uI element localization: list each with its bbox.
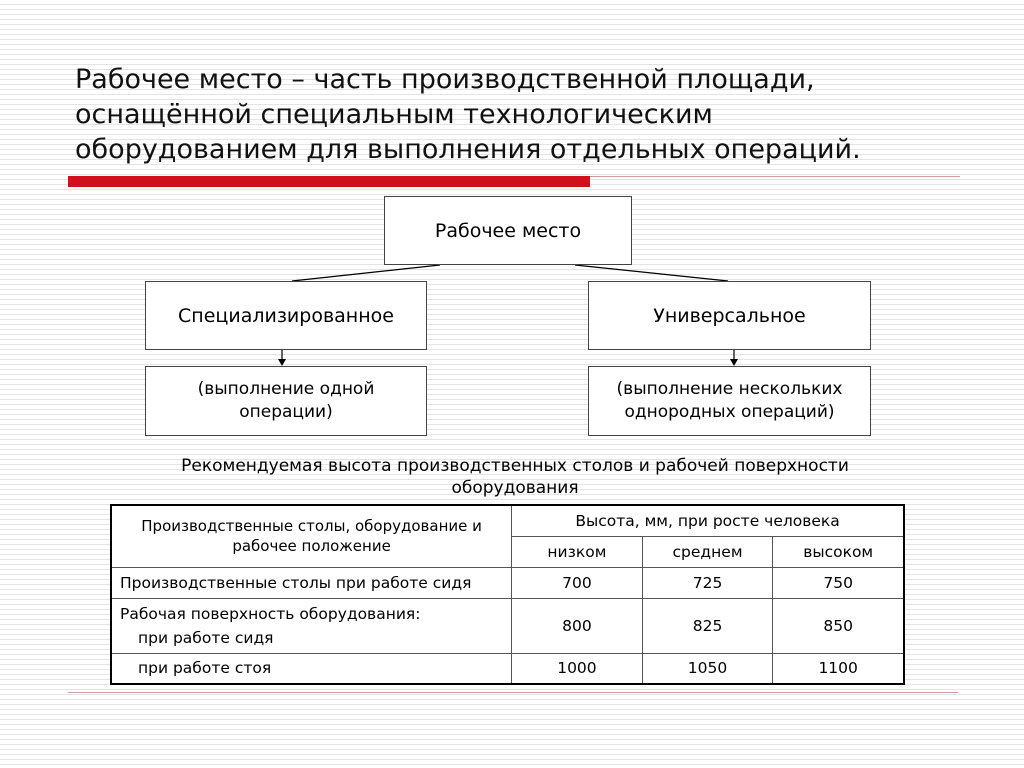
diagram-left-desc: (выполнение одной операции) bbox=[197, 379, 375, 422]
table-row-label-line1: Рабочая поверхность оборудования: bbox=[120, 604, 421, 623]
table-cell: 850 bbox=[773, 598, 904, 653]
table-row bbox=[111, 567, 904, 598]
table-cell: 1100 bbox=[773, 653, 904, 684]
table-cell: 750 bbox=[773, 567, 904, 598]
table-col-low: низком bbox=[512, 536, 643, 567]
table-row bbox=[111, 598, 904, 653]
table-header-group: Высота, мм, при росте человека bbox=[512, 505, 904, 536]
diagram-right-box bbox=[588, 281, 871, 350]
heights-table bbox=[110, 504, 905, 685]
diagram-left-label: Специализированное bbox=[178, 304, 394, 327]
title-line-1: Рабочее место – часть производственной площади, bbox=[75, 64, 815, 95]
connector-root-right bbox=[575, 265, 728, 281]
table-row bbox=[111, 653, 904, 684]
table-cell: 725 bbox=[642, 567, 773, 598]
table-cell: 1050 bbox=[642, 653, 773, 684]
bottom-divider-line bbox=[68, 692, 958, 693]
table-row-label bbox=[111, 653, 512, 684]
table-row-label-text: при работе стоя bbox=[138, 659, 272, 678]
right-arrow-icon bbox=[730, 359, 738, 366]
diagram-right-desc: (выполнение нескольких однородных операций) bbox=[616, 379, 843, 422]
diagram-right-label: Универсальное bbox=[653, 304, 806, 327]
table-cell: 1000 bbox=[512, 653, 643, 684]
table-header-row bbox=[111, 505, 904, 536]
table-col-mid: среднем bbox=[642, 536, 773, 567]
table-cell: 700 bbox=[512, 567, 643, 598]
diagram-left-box bbox=[145, 281, 427, 350]
diagram-root-box bbox=[384, 196, 632, 265]
connector-root-left bbox=[292, 265, 440, 281]
table-row-label-line2: при работе сидя bbox=[138, 628, 274, 647]
diagram-right-desc-box bbox=[588, 366, 871, 436]
table-row-label: Производственные столы при работе сидя bbox=[111, 567, 512, 598]
table-col-high: высоком bbox=[773, 536, 904, 567]
left-arrow-icon bbox=[278, 359, 286, 366]
title-line-2: оснащённой специальным технологическим bbox=[75, 99, 713, 130]
table-caption: Рекомендуемая высота производственных столов и рабочей поверхности оборудования bbox=[181, 456, 849, 498]
table-row-label bbox=[111, 598, 512, 653]
table-cell: 825 bbox=[642, 598, 773, 653]
table-cell: 800 bbox=[512, 598, 643, 653]
table-header-left: Производственные столы, оборудование и рабочее положение bbox=[111, 505, 512, 567]
diagram-left-desc-box bbox=[145, 366, 427, 436]
diagram-root-label: Рабочее место bbox=[434, 219, 582, 242]
title-line-3: оборудованием для выполнения отдельных операций. bbox=[75, 134, 861, 165]
